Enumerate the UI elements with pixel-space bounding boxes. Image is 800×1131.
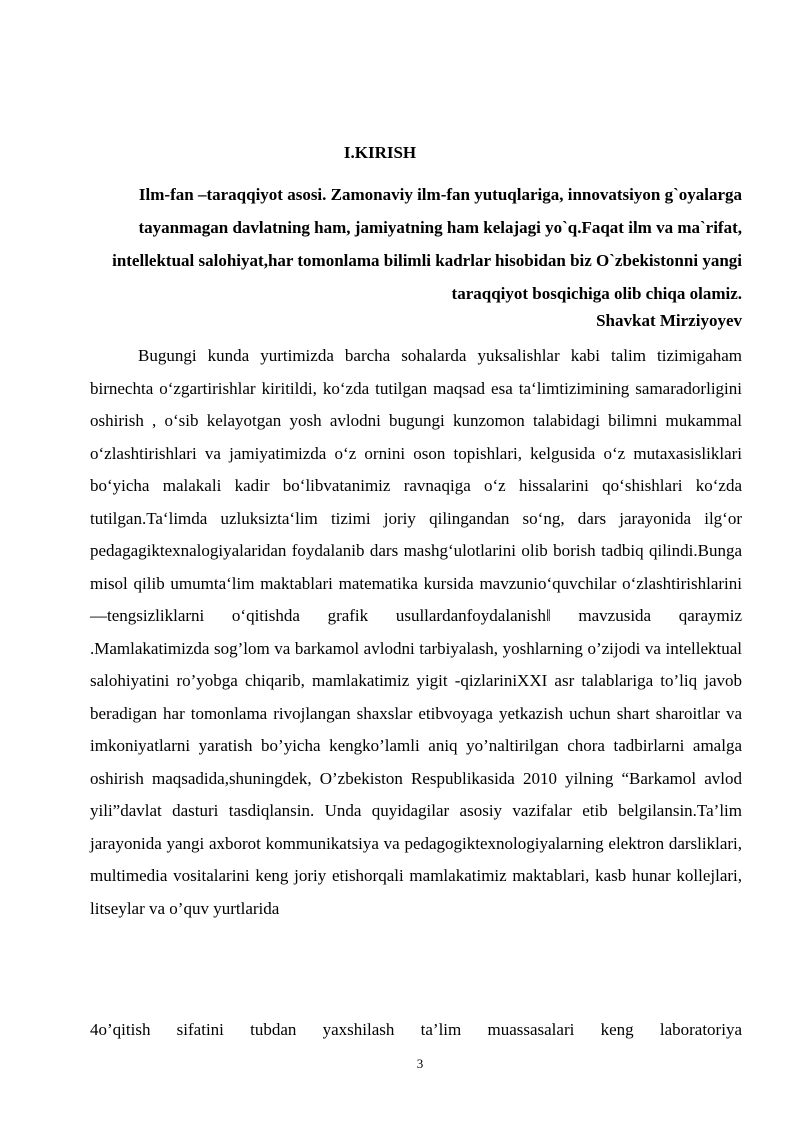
page-number: 3 xyxy=(416,1056,424,1071)
epigraph-author: Shavkat Mirziyoyev xyxy=(596,311,742,330)
section-heading: I.KIRISH xyxy=(343,143,417,162)
epigraph-quote: Ilm-fan –taraqqiyot asosi. Zamonaviy ilm-fan yutuqlariga, innovatsiyon g`oyalarga tayanmagan davlatning ham, jamiyatning ham kelajagi yo`q.Faqat ilm va ma`rifat, intellektual salohiyat,har tomonlama bilimli kadrlar hisobidan biz O`zbekistonni yangi taraqqiyot bosqichiga olib chiqa olamiz. xyxy=(112,185,742,303)
body-paragraph: Bugungi kunda yurtimizda barcha sohalarda yuksalishlar kabi talim tizimigaham birnechta o‘zgartirishlar kiritildi, ko‘zda tutilgan maqsad esa ta‘limtizimining samaradorligini oshirish , o‘sib kelayotgan yosh avlodni bugungi kunzomon talabidagi bilimni mukammal o‘zlashtirishlari va jamiyatimizda o‘z ornini oson topishlari, kelgusida o‘z mutaxasisliklari bo‘yicha malakali kadir bo‘libvatanimiz ravnaqiga o‘z hissalarini qo‘shishlari ko‘zda tutilgan.Ta‘limda uzluksizta‘lim tizimi joriy qilingandan so‘ng, dars jarayonida ilg‘or pedagagiktexnalogiyalaridan foydalanib dars mashg‘ulotlarini olib borish tadbiq qilindi.Bunga misol qilib umumta‘lim maktablari matematika kursida mavzunio‘quvchilar o‘zlashtirishlarini ―tengsizliklarni o‘qitishda grafik usullardanfoydalanish‖ mavzusida qaraymiz .Mamlakatimizda sog’lom va barkamol avlodni tarbiyalash, yoshlarning o’zijodi va intellektual salohiyatini ro’yobga chiqarib, mamlakatimiz yigit -qizlariniXXI asr talablariga to’liq javob beradigan har tomonlama rivojlangan shaxslar etibvoyaga yetkazish uchun shart sharoitlar va imkoniyatlarni yaratish bo’yicha kengko’lamli aniq yo’naltirilgan chora tadbirlarni amalga oshirish maqsadida,shuningdek, O’zbekiston Respublikasida 2010 yilning “Barkamol avlod yili”davlat dasturi tasdiqlansin. Unda quyidagilar asosiy vazifalar etib belgilansin.Ta’lim jarayonida yangi axborot kommunikatsiya va pedagogiktexnologiyalarning elektron darsliklari, multimedia vositalarini keng joriy etishorqali mamlakatimiz maktablari, kasb hunar kollejlari, litseylar va o’quv yurtlarida xyxy=(90,346,742,918)
body-text xyxy=(90,340,742,925)
tail-line: 4o’qitish sifatini tubdan yaxshilash ta’lim muassasalari keng laboratoriya xyxy=(90,1020,742,1039)
